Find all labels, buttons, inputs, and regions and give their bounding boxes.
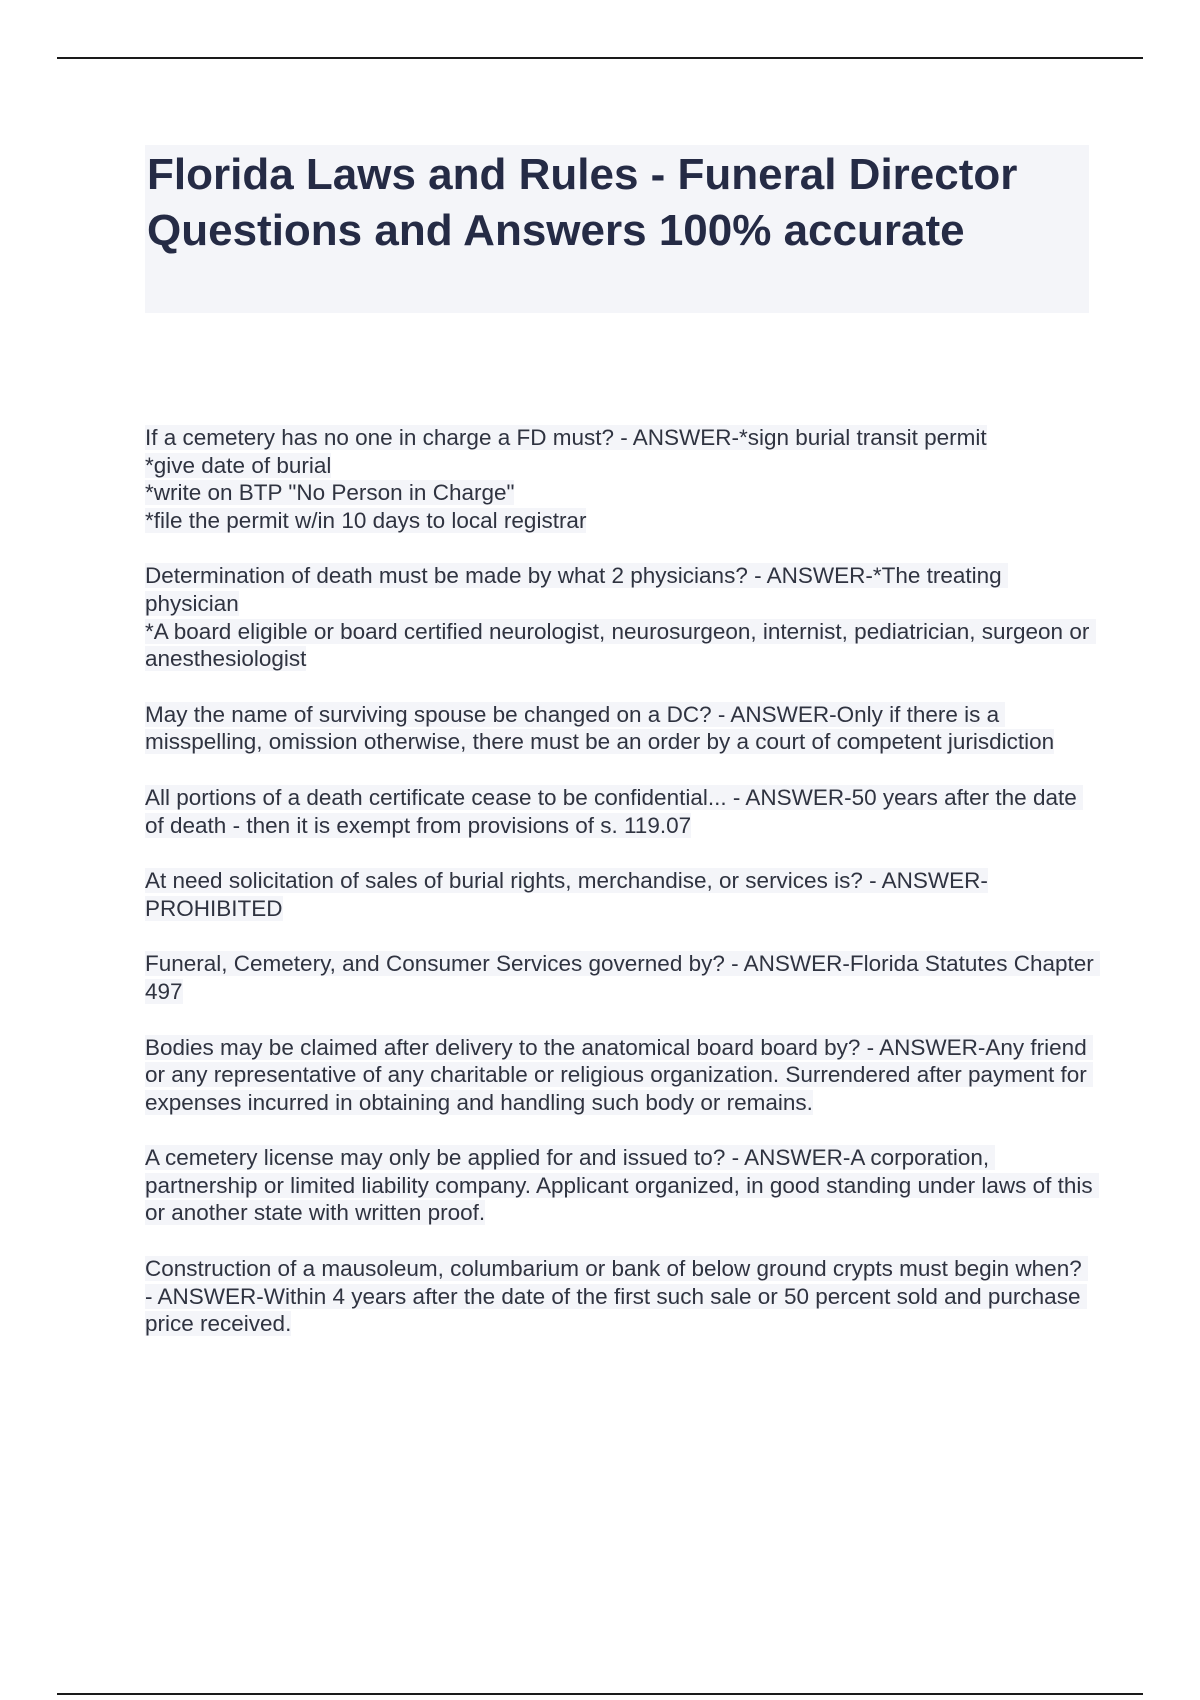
qa-text: Determination of death must be made by what 2 physicians? - ANSWER-*The treating physician (145, 563, 1008, 616)
qa-item (145, 867, 1095, 922)
qa-text: All portions of a death certificate cease to be confidential... - ANSWER-50 years after the date of death - then it is exempt from provisions of s. 119.07 (145, 784, 1084, 838)
qa-item (145, 701, 1095, 756)
qa-text: If a cemetery has no one in charge a FD must? - ANSWER-*sign burial transit permit (145, 425, 987, 450)
qa-item (145, 950, 1101, 1005)
qa-text: Construction of a mausoleum, columbarium or bank of below ground crypts must begin when? - ANSWER-Within 4 years after the date of the first such sale or 50 percent sold and purchase price received. (145, 1256, 1088, 1337)
qa-text: At need solicitation of sales of burial rights, merchandise, or services is? - ANSWER-PROHIBITED (145, 868, 988, 921)
bottom-rule (57, 1693, 1143, 1695)
qa-item (145, 784, 1095, 839)
title-block (145, 145, 1089, 313)
qa-extra-line: *file the permit w/in 10 days to local registrar (145, 507, 587, 533)
qa-text: Funeral, Cemetery, and Consumer Services governed by? - ANSWER-Florida Statutes Chapter 497 (145, 951, 1101, 1004)
qa-item (145, 424, 1095, 534)
qa-item (145, 562, 1095, 672)
qa-text: Bodies may be claimed after delivery to the anatomical board board by? - ANSWER-Any friend or any representative of any charitable or religious organization. Surrendered after payment for expenses incurred in obtaining and handling such body or remains. (145, 1034, 1094, 1115)
qa-text: A cemetery license may only be applied for and issued to? - ANSWER-A corporation, partnership or limited liability company. Applicant organized, in good standing under laws of this or another state with written proof. (145, 1145, 1099, 1226)
document-title: Florida Laws and Rules - Funeral Director Questions and Answers 100% accurate (147, 150, 1018, 255)
qa-item (145, 1255, 1095, 1338)
qa-text: May the name of surviving spouse be changed on a DC? - ANSWER-Only if there is a misspelling, omission otherwise, there must be an order by a court of competent jurisdiction (145, 701, 1055, 755)
qa-item (145, 1034, 1095, 1117)
top-rule (57, 57, 1143, 59)
qa-item (145, 1144, 1099, 1227)
qa-extra-line: *give date of burial (145, 452, 332, 478)
qa-extra-line: *A board eligible or board certified neurologist, neurosurgeon, internist, pediatrician, surgeon or anesthesiologist (145, 618, 1096, 672)
qa-extra-line: *write on BTP "No Person in Charge" (145, 480, 515, 506)
qa-list (145, 424, 1101, 1366)
